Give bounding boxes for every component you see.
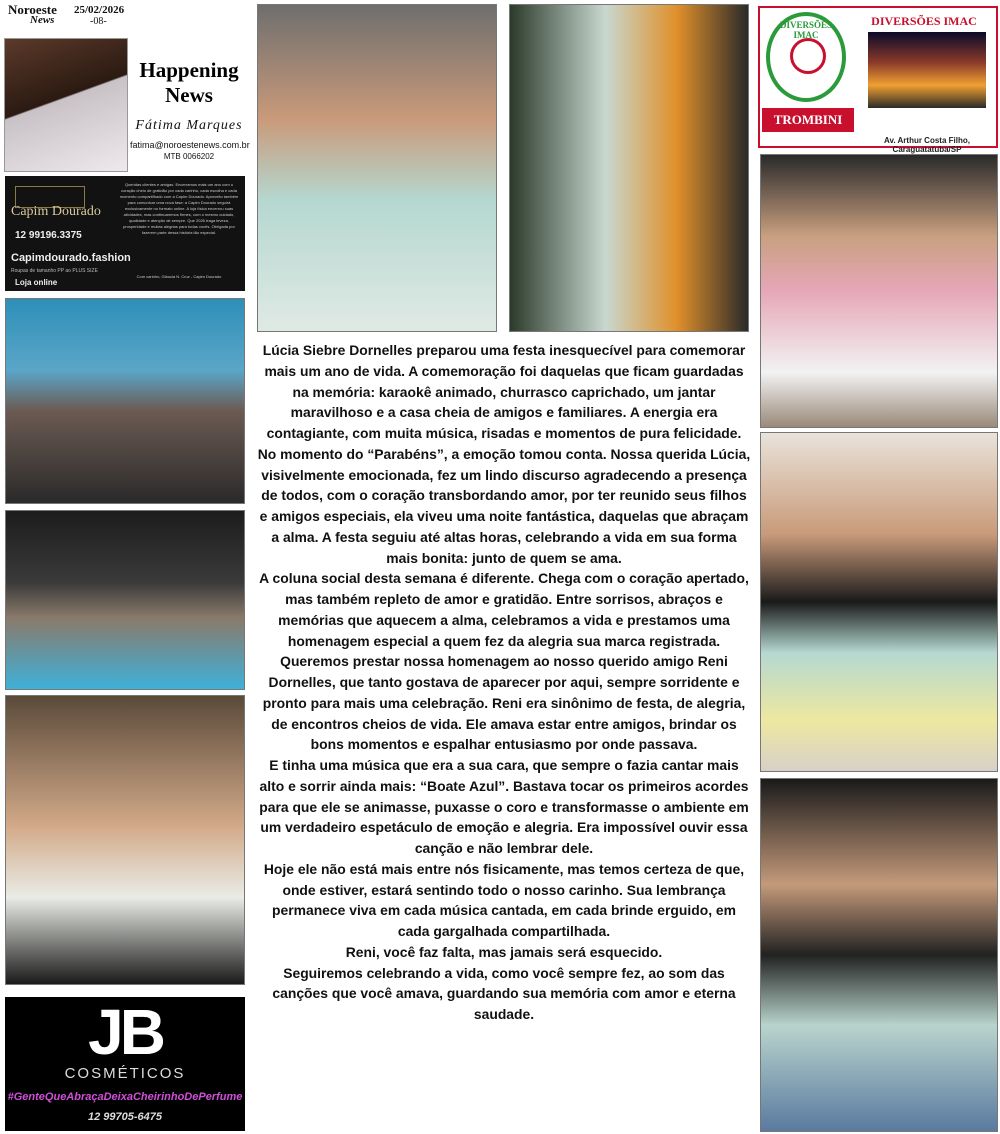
photo-couple <box>509 4 749 332</box>
trombini-banner: TROMBINI <box>762 108 854 132</box>
capim-signature: Com carinho, Gláucia N. Cruz - Capim Dourado <box>136 274 222 279</box>
capim-sizes: Roupas de tamanho PP ao PLUS SIZE <box>11 268 98 274</box>
jb-cosmeticos-ad[interactable] <box>5 997 245 1131</box>
photo-trio-party <box>760 778 998 1132</box>
jb-logo: JB <box>88 996 162 1068</box>
article-paragraph: Hoje ele não está mais entre nós fisicamente, mas temos certeza de que, onde estiver, estará sentindo todo o nosso carinho. Sua lembrança permanece viva em cada música cantada, em cada brinde erguido, em cada gargalhada compartilhada. <box>263 860 745 939</box>
wheel-shape <box>790 38 826 74</box>
photo-group-four <box>760 432 998 772</box>
article-body <box>256 340 752 1132</box>
issue-date: 25/02/2026 <box>74 4 125 16</box>
article-paragraph: Queremos prestar nossa homenagem ao nosso querido amigo Reni Dornelles, que tanto gostava de aparecer por aqui, sempre sorridente e pronto para mais uma celebração. Reni era sinônimo de festa, de alegria, de encontros cheios de vida. Ele amava estar entre amigos, brindar os bons momentos e espalhar entusiasmo por onde passava. <box>262 653 746 753</box>
article-paragraph: No momento do “Parabéns”, a emoção tomou conta. Nossa querida Lúcia, visivelmente emocionada, fez um lindo discurso agradecendo a presença de todos, com o coração transbordando amor, por ter reunido seus filhos e amigos especiais, ela viveu uma noite fantástica, daquelas que abraçam a alma. A festa seguiu até altas horas, celebrando a vida em sua forma mais bonita: junto de quem se ama. <box>257 445 751 566</box>
column-title <box>128 58 250 108</box>
article-paragraph: E tinha uma música que era a sua cara, que sempre o fazia cantar mais alto e sorrir ainda mais: “Boate Azul”. Bastava tocar os primeiros acordes para que ele se animasse, puxasse o coro e transformasse o ambiente em um verdadeiro espetáculo de emoção e alegria. Era impossível ouvir essa canção e não lembrar dele. <box>259 757 749 856</box>
page-number: -08- <box>90 16 107 27</box>
column-masthead <box>4 2 250 172</box>
photo-trio-night <box>5 510 245 690</box>
capim-brand: Capim Dourado <box>11 204 101 219</box>
capim-site: Capimdourado.fashion <box>11 252 131 264</box>
newspaper-name: Noroeste <box>8 2 57 17</box>
trombini-address: Av. Arthur Costa Filho, Caraguatatuba/SP <box>884 136 970 154</box>
column-title-line1: Happening <box>139 58 239 82</box>
article-paragraph: Lúcia Siebre Dornelles preparou uma festa inesquecível para comemorar mais um ano de vida. A comemoração foi daquelas que ficam guardadas na memória: karaokê animado, churrasco caprichado, um jantar maravilhoso e a casa cheia de amigos e familiares. A energia era contagiante, com muita música, risadas e momentos de pura felicidade. <box>262 342 746 441</box>
columnist-email[interactable]: fatima@noroestenews.com.br <box>130 140 250 150</box>
jb-tagline: #GenteQueAbraçaDeixaCheirinhoDePerfume <box>7 1091 243 1103</box>
photo-lucia-portrait <box>257 4 497 332</box>
columnist-photo <box>4 38 128 172</box>
photo-group-pool <box>5 298 245 504</box>
trombini-photo <box>868 32 986 108</box>
photo-group-five <box>760 154 998 428</box>
jb-subtitle: COSMÉTICOS <box>64 1065 186 1082</box>
capim-online: Loja online <box>15 278 58 287</box>
article-paragraph: Seguiremos celebrando a vida, como você sempre fez, ao som das canções que você amava, guardando sua memória com amor e eterna saudade. <box>272 964 736 1022</box>
trombini-ad[interactable] <box>758 6 998 154</box>
newspaper-subname: News <box>30 14 55 26</box>
photo-selfie-trio <box>5 695 245 985</box>
jb-phone: 12 99705-6475 <box>87 1111 162 1123</box>
capim-phone: 12 99196.3375 <box>15 230 82 241</box>
capim-dourado-ad[interactable] <box>5 176 245 291</box>
ferris-wheel-icon <box>766 12 846 102</box>
capim-message: Queridas clientes e amigas. Encerramos mais um ano com o coração cheio de gratidão por cada carinho, cada escolha e cada momento compartilhado com a Capim Dourado. Aproveito também para comunicar uma nova fase: a Capim Dourado seguirá exclusivamente no formato online. A loja física encerrou suas atividades, mas continuaremos firmes, com o mesmo cuidado, qualidade e atenção de sempre. Que 2026 traga leveza, prosperidade e muitas alegrias para todas vocês. Obrigada por fazerem parte dessa história tão especial. <box>119 182 239 235</box>
trombini-arc-text: DIVERSÕES IMAC <box>779 20 833 40</box>
trombini-title: DIVERSÕES IMAC <box>871 14 977 28</box>
article-paragraph: A coluna social desta semana é diferente. Chega com o coração apertado, mas também repleto de amor e gratidão. Entre sorrisos, abraços e memórias que aquecem a alma, celebramos a vida e prestamos uma homenagem especial a quem fez da alegria sua marca registrada. <box>259 570 749 649</box>
article-paragraph: Reni, você faz falta, mas jamais será esquecido. <box>345 943 663 960</box>
column-title-line2: News <box>165 83 213 107</box>
columnist-mtb: MTB 0066202 <box>163 152 215 161</box>
columnist-name: Fátima Marques <box>135 118 243 133</box>
